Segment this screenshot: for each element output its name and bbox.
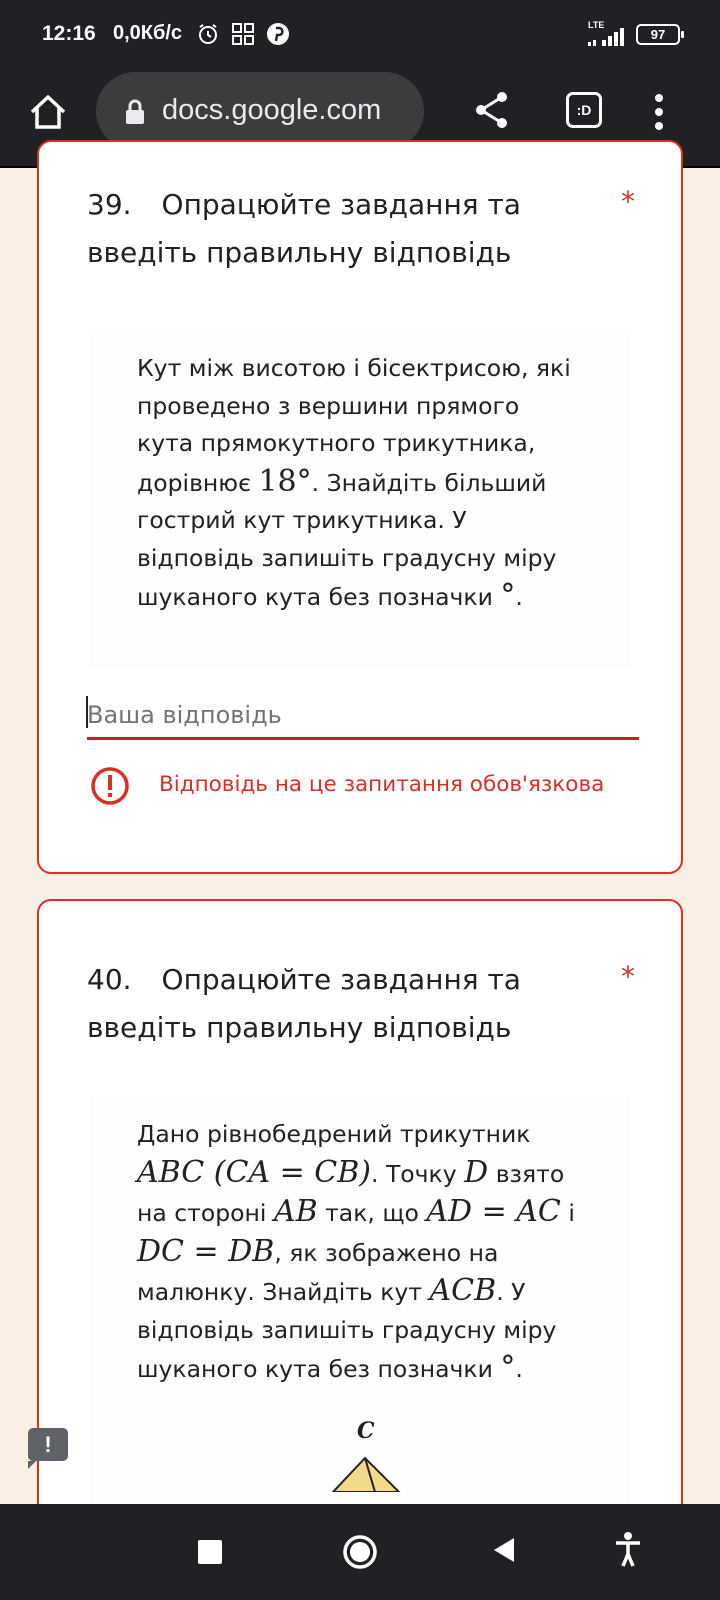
clock: 12:16 — [42, 22, 96, 45]
question-title — [87, 956, 587, 1052]
math-expression: ABC (CA = CB) — [137, 1154, 371, 1190]
battery-icon: 97 — [636, 24, 680, 45]
back-icon[interactable] — [492, 1536, 516, 1564]
text-cursor — [86, 696, 88, 728]
question-title — [87, 181, 587, 277]
description-text: і — [568, 1199, 575, 1227]
tabs-icon[interactable]: :D — [566, 92, 602, 128]
home-icon[interactable] — [28, 92, 68, 132]
status-bar — [0, 0, 720, 70]
description-text: , як зображено на малюнку. Знайдіть кут — [137, 1238, 499, 1306]
question-number: 40. — [87, 963, 132, 996]
description-text: . Точку — [371, 1159, 457, 1188]
error-text: Відповідь на це запитання обов'язкова — [159, 772, 605, 797]
math-expression: DC = DB — [137, 1233, 275, 1269]
url-text[interactable]: docs.google.com — [162, 94, 382, 126]
network-type: LTE — [588, 20, 605, 30]
description-text: взято на стороні — [137, 1159, 565, 1227]
description-text: . У відповідь запишіть градусну міру шуканого кута без позначки — [137, 1278, 557, 1383]
required-mark: * — [621, 960, 635, 993]
recents-icon[interactable] — [198, 1540, 222, 1564]
question-number: 39. — [87, 188, 132, 221]
share-icon[interactable] — [474, 90, 510, 130]
math-expression: ACB — [429, 1273, 497, 1308]
network-speed: 0,0Кб/с — [113, 22, 183, 44]
question-title-text: Опрацюйте завдання та введіть правильну відповідь — [87, 188, 521, 269]
description-text: Дано рівнобедрений трикутник — [137, 1120, 531, 1148]
question-title-text: Опрацюйте завдання та введіть правильну відповідь — [87, 963, 521, 1044]
description-text: так, що — [325, 1199, 419, 1227]
navigation-bar — [0, 1504, 720, 1600]
alarm-icon — [196, 22, 220, 46]
math-expression: D — [464, 1154, 489, 1190]
pinterest-icon — [266, 22, 290, 46]
description-text: Кут між висотою і бісектрисою, які проведено з вершини прямого кута прямокутного трикутника, дорівнює — [137, 354, 571, 497]
answer-input[interactable] — [87, 682, 639, 740]
description-text: . — [515, 1355, 523, 1383]
question-card-39 — [37, 140, 683, 874]
error-icon — [90, 766, 130, 806]
required-mark: * — [621, 185, 635, 218]
description-text: . — [515, 583, 523, 611]
lock-icon — [124, 99, 146, 125]
question-description — [89, 330, 629, 668]
question-card-40 — [37, 899, 683, 1600]
signal-icon — [588, 28, 628, 46]
home-circle-icon[interactable] — [342, 1534, 378, 1570]
math-angle-18: 18° — [258, 463, 312, 499]
triangle-drawing — [329, 1452, 429, 1492]
vertex-label-c: C — [357, 1418, 375, 1444]
url-bar[interactable] — [96, 72, 424, 150]
menu-icon[interactable] — [654, 92, 664, 132]
accessibility-icon[interactable] — [614, 1532, 642, 1568]
math-degree-sign: ° — [500, 1350, 516, 1385]
math-expression: AB — [273, 1194, 318, 1229]
math-expression: AD = AC — [426, 1194, 561, 1229]
math-degree-sign: ° — [500, 578, 516, 613]
description-text: . Знайдіть більший гострий кут трикутника. У відповідь запишіть градусну міру шуканого кута без позначки — [137, 468, 557, 611]
feedback-icon[interactable]: ! — [28, 1428, 68, 1461]
grid-icon — [231, 22, 255, 46]
